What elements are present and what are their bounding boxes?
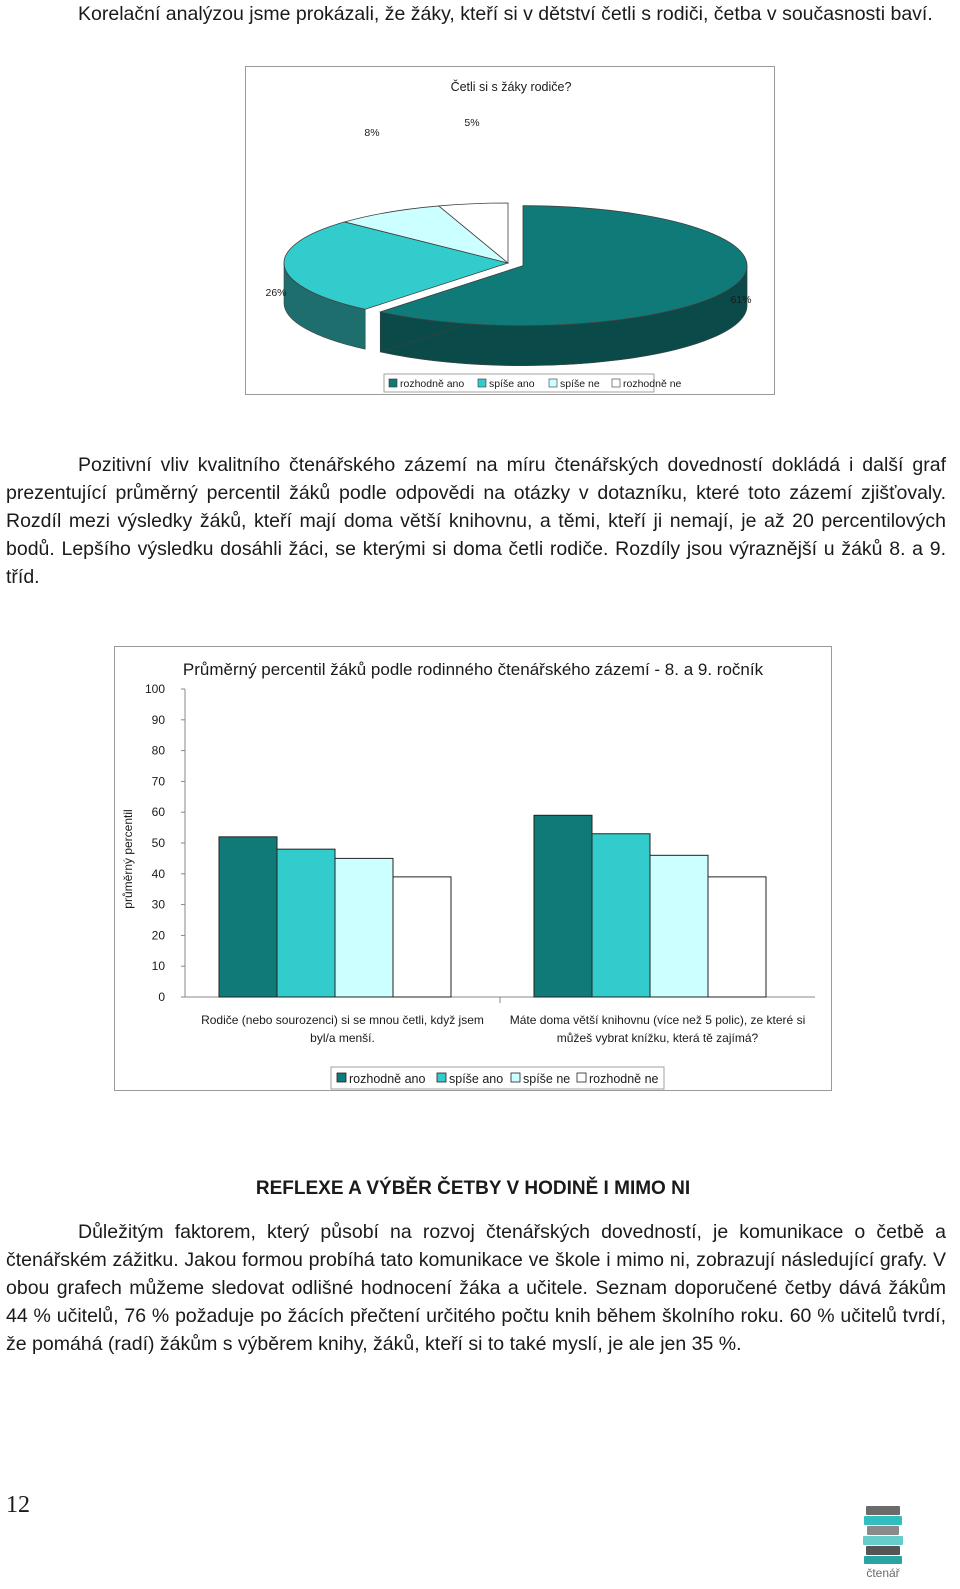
bar-legend-label-0: rozhodně ano bbox=[349, 1072, 426, 1086]
y-tick-label-6: 60 bbox=[151, 805, 165, 820]
y-tick-label-9: 90 bbox=[151, 712, 165, 727]
bar-0-1 bbox=[277, 849, 335, 997]
bar-legend-swatch-3 bbox=[577, 1073, 586, 1082]
pie-legend-swatch-2 bbox=[549, 379, 557, 387]
pie-chart bbox=[246, 67, 774, 394]
bar-legend-swatch-2 bbox=[511, 1073, 520, 1082]
y-tick-label-4: 40 bbox=[151, 866, 165, 881]
pie-legend-swatch-1 bbox=[478, 379, 486, 387]
bar-legend-label-2: spíše ne bbox=[523, 1072, 571, 1086]
pie-legend-label-0: rozhodně ano bbox=[400, 378, 465, 390]
bar-0-0 bbox=[219, 837, 277, 997]
bar-chart-frame bbox=[114, 646, 832, 1091]
pie-data-label-1: 26% bbox=[265, 287, 287, 299]
y-tick-label-5: 50 bbox=[151, 836, 165, 850]
pie-legend-swatch-0 bbox=[389, 379, 397, 387]
y-tick-label-0: 0 bbox=[158, 990, 165, 1004]
y-tick-label-1: 10 bbox=[151, 959, 165, 974]
y-tick-label-2: 20 bbox=[151, 928, 165, 943]
paragraph-2-text: Pozitivní vliv kvalitního čtenářského zázemí na míru čtenářských dovedností dokládá i další graf prezentující průměrný percentil žáků podle odpovědi na otázky v dotazníku, které toto zázemí zjišťovaly. Rozdíl mezi výsledky žáků, kteří mají doma větší knihovnu, a těmi, kteří ji nemají, je až 20 percentilových bodů. Lepšího výsledku dosáhli žáci, se kterými si doma četli rodiče. Rozdíly jsou výraznější u žáků 8. a 9. tříd. bbox=[6, 454, 946, 588]
paragraph-3-text: Důležitým faktorem, který působí na rozvoj čtenářských dovedností, je komunikace o četbě a čtenářském zážitku. Jakou formou probíhá tato komunikace ve škole i mimo ni, zobrazují následující grafy. V obou grafech můžeme sledovat odlišné hodnocení žáka a učitele. Seznam doporučené četby dává žákům 44 % učitelů, 76 % požaduje po žácích přečtení určitého počtu knih během školního roku. 60 % učitelů tvrdí, že pomáhá (radí) žákům s výběrem knihy, žáků, kteří si to také myslí, je ale jen 35 %. bbox=[6, 1221, 946, 1355]
page-number: 12 bbox=[6, 1492, 30, 1518]
bar-legend-label-3: rozhodně ne bbox=[589, 1072, 659, 1086]
pie-data-label-0: 61% bbox=[730, 294, 752, 306]
pie-chart-title: Četli si s žáky rodiče? bbox=[450, 80, 572, 94]
pie-chart-frame bbox=[245, 66, 775, 395]
logo-label: čtenář bbox=[866, 1566, 900, 1580]
pie-legend-label-2: spíše ne bbox=[560, 378, 600, 390]
y-tick-label-3: 30 bbox=[151, 897, 165, 912]
ctenar-logo bbox=[860, 1504, 906, 1584]
intro-text: Korelační analýzou jsme prokázali, že žáky, kteří si v dětství četli s rodiči, četba v současnosti baví. bbox=[78, 3, 933, 25]
bar-chart-y-axis-label: průměrný percentil bbox=[121, 809, 135, 909]
paragraph-2 bbox=[6, 451, 946, 591]
paragraph-3 bbox=[6, 1218, 946, 1358]
bar-1-2 bbox=[650, 855, 708, 997]
bar-0-3 bbox=[393, 877, 451, 997]
section-heading: REFLEXE A VÝBĚR ČETBY V HODINĚ I MIMO NI bbox=[255, 1178, 691, 1199]
bar-legend-swatch-1 bbox=[437, 1073, 446, 1082]
bar-legend bbox=[331, 1067, 664, 1089]
x-category-label-0: Rodiče (nebo sourozenci) si se mnou četli, když jsem byl/a menší. bbox=[201, 1013, 484, 1045]
bar-0-2 bbox=[335, 858, 393, 997]
bar-legend-label-1: spíše ano bbox=[449, 1072, 504, 1086]
bar-1-1 bbox=[592, 834, 650, 997]
pie-data-label-3: 5% bbox=[464, 117, 480, 129]
y-tick-label-7: 70 bbox=[151, 774, 165, 789]
pie-legend-label-1: spíše ano bbox=[489, 378, 535, 390]
bar-1-3 bbox=[708, 877, 766, 997]
books-icon bbox=[860, 1504, 906, 1566]
pie-legend bbox=[384, 374, 682, 392]
pie-legend-swatch-3 bbox=[612, 379, 620, 387]
bar-chart-title: Průměrný percentil žáků podle rodinného čtenářského zázemí - 8. a 9. ročník bbox=[182, 660, 764, 679]
y-tick-label-8: 80 bbox=[151, 743, 165, 758]
intro-paragraph bbox=[6, 0, 946, 28]
bar-chart bbox=[115, 647, 831, 1090]
y-tick-label-10: 100 bbox=[144, 682, 165, 696]
pie-legend-label-3: rozhodně ne bbox=[623, 378, 682, 390]
bar-legend-swatch-0 bbox=[337, 1073, 346, 1082]
x-category-label-1: Máte doma větší knihovnu (více než 5 polic), ze které si můžeš vybrat knížku, která tě zajímá? bbox=[509, 1013, 806, 1045]
bar-1-0 bbox=[534, 815, 592, 997]
pie-data-label-2: 8% bbox=[364, 127, 380, 139]
